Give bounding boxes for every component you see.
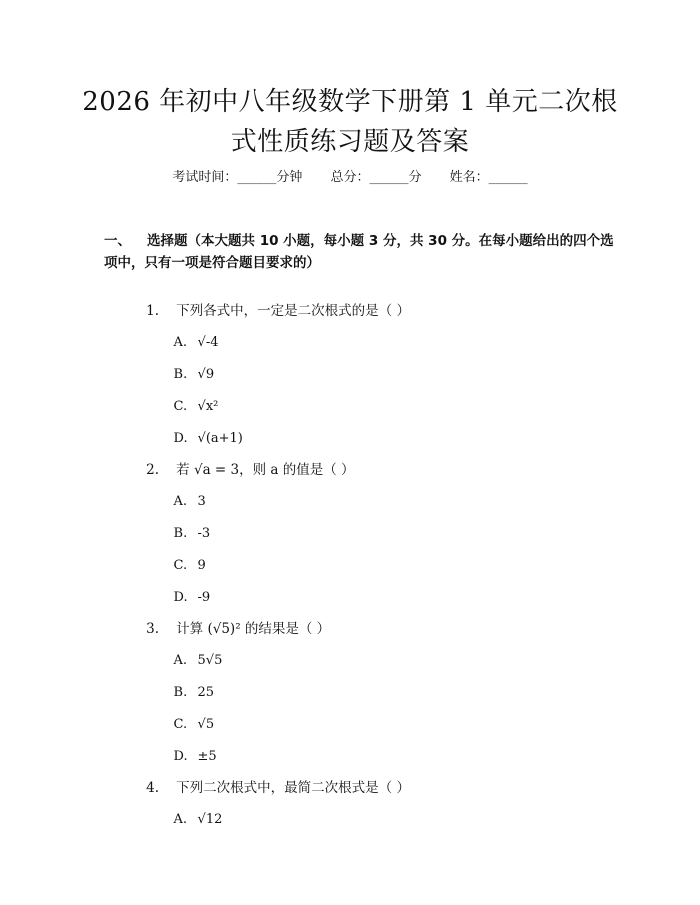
question-number: 1.: [146, 303, 160, 319]
option-text: √(a+1): [197, 431, 243, 446]
option-text: 3: [197, 494, 206, 509]
option-label: D.: [173, 590, 188, 605]
exam-info-row: [0, 168, 700, 188]
question-number: 2.: [146, 462, 160, 478]
student-name-field: 姓名：______: [449, 170, 528, 185]
option-label: B.: [173, 526, 188, 541]
title-line-1: 2026 年初中八年级数学下册第 1 单元二次根: [82, 87, 618, 117]
option-text: 5√5: [197, 653, 223, 668]
option-label: B.: [173, 685, 188, 700]
exam-score-field: 总分：______分: [330, 170, 422, 185]
option-text: √12: [197, 812, 223, 827]
option-label: A.: [173, 494, 188, 509]
option-label: D.: [173, 749, 188, 764]
option-label: A.: [173, 812, 188, 827]
section-number: 一、: [104, 233, 131, 249]
option-text: 9: [197, 558, 206, 573]
option-text: ±5: [197, 749, 217, 764]
section-instructions: 选择题（本大题共 10 小题，每小题 3 分，共 30 分。在每小题给出的四个选项中，只有一项是符合题目要求的）: [104, 233, 614, 271]
option-text: √9: [197, 367, 215, 382]
option-text: -9: [197, 590, 211, 605]
option-label: C.: [173, 558, 188, 573]
document-title: [70, 82, 630, 162]
option-label: C.: [173, 717, 188, 732]
option-text: √x²: [197, 399, 219, 414]
option-text: √5: [197, 717, 215, 732]
option-label: D.: [173, 431, 188, 446]
option-label: A.: [173, 653, 188, 668]
option-4-a: [157, 790, 222, 850]
question-text: 若 √a = 3，则 a 的值是（ ）: [176, 462, 355, 478]
question-text: 下列二次根式中，最简二次根式是（ ）: [176, 780, 410, 796]
option-label: C.: [173, 399, 188, 414]
title-line-2: 式性质练习题及答案: [230, 127, 470, 157]
question-text: 计算 (√5)² 的结果是（ ）: [176, 621, 331, 637]
option-label: B.: [173, 367, 188, 382]
option-text: -3: [197, 526, 211, 541]
option-label: A.: [173, 335, 188, 350]
question-text: 下列各式中，一定是二次根式的是（ ）: [176, 303, 410, 319]
option-text: 25: [197, 685, 215, 700]
option-text: √-4: [197, 335, 219, 350]
question-number: 3.: [146, 621, 160, 637]
section-heading: [104, 230, 624, 274]
exam-time-field: 考试时间：______分钟: [172, 170, 303, 185]
question-number: 4.: [146, 780, 160, 796]
